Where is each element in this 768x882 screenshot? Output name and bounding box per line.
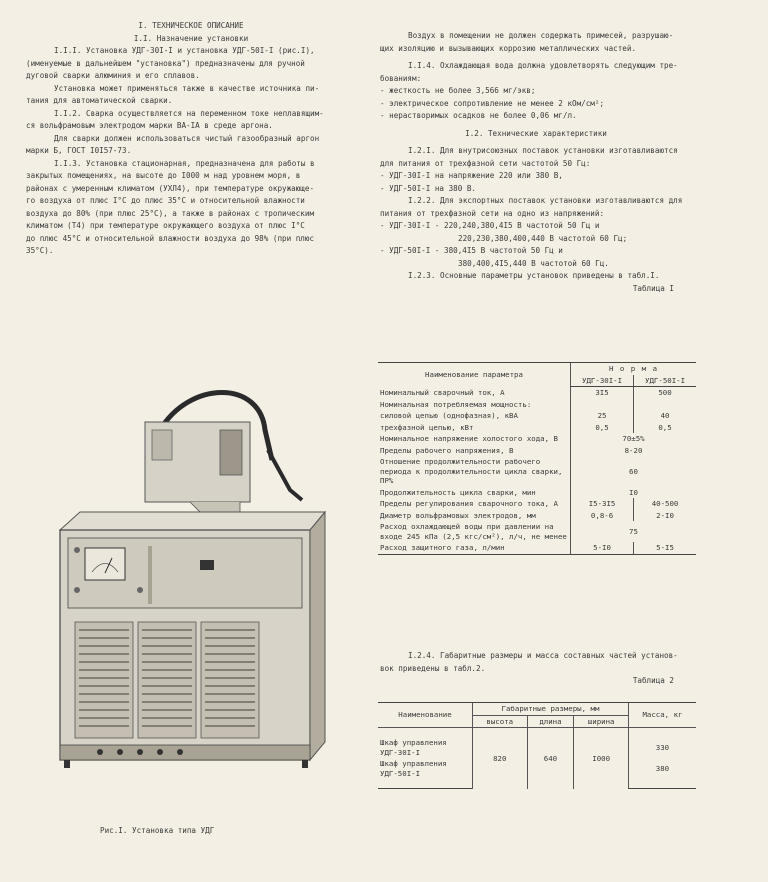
text-line: го воздуха от плюс I°С до плюс 35°С и относительной влажности (26, 196, 305, 205)
table1-caption: Таблица I (632, 283, 674, 293)
row-value: 380 (628, 758, 696, 789)
text-line: 220,230,380,400,440 В частотой 60 Гц; (458, 233, 628, 243)
row-value: 500 (634, 387, 696, 399)
text-line: 380,400,4I5,440 В частотой 60 Гц. (458, 258, 609, 268)
table-row (378, 728, 696, 759)
row-value: I0 (571, 487, 697, 499)
row-name: Шкаф управления УДГ-30I-I (380, 738, 447, 757)
text-line: ся вольфрамовым электродом марки ВА-IА в среде аргона. (26, 121, 273, 130)
row-name: трехфазной цепью, кВт (380, 422, 474, 432)
table2-header-dims: Габаритные размеры, мм (473, 703, 629, 716)
cabinet-top (60, 512, 325, 530)
row-value: 640 (527, 728, 574, 789)
row-value: 40 (634, 410, 696, 422)
table-row (378, 399, 696, 411)
figure-caption: Рис.I. Установка типа УДГ (100, 826, 215, 835)
table-row (378, 542, 696, 554)
text-line: районах с умеренным климатом (УХЛ4), при температуре окружающе- (26, 183, 315, 193)
table-row (378, 387, 696, 399)
table2-caption: Таблица 2 (632, 676, 674, 685)
table2-header-name: Наименование (378, 703, 473, 728)
text-line: бованиям: (380, 73, 422, 83)
text-line: - УДГ-50I-I - 380,4I5 В частотой 50 Гц и (380, 246, 563, 255)
row-name: Расход защитного газа, л/мин (378, 542, 571, 554)
text-line: - УДГ-30I-I на напряжение 220 или 380 В, (380, 171, 563, 180)
text-line: (именуемые в дальнейшем "установка") предназначены для ручной (26, 58, 305, 68)
table-row (378, 498, 696, 510)
text-line: - УДГ-30I-I - 220,240,380,4I5 В частотой 50 Гц и (380, 221, 600, 230)
section-title: I. ТЕХНИЧЕСКОЕ ОПИСАНИЕ (138, 21, 244, 30)
row-value: 330 (628, 728, 696, 759)
row-name: Пределы рабочего напряжения, В (380, 445, 514, 455)
text-line: до плюс 45°С и относительной влажности воздуха до 98% (при плюс (26, 233, 315, 243)
text-line: I.2.2. Для экспортных поставок установки изготавливаются для (408, 196, 683, 205)
text-line: - нерастворимых осадков не более 0,06 мг/л. (380, 111, 577, 120)
table2-header-length: длина (527, 715, 574, 728)
subsection-title: I.I. Назначение установки (133, 33, 249, 43)
row-value: 5-I5 (634, 542, 696, 554)
text-line: I.2.I. Для внутрисоюзных поставок установки изготавливаются (408, 146, 678, 155)
text-line: тания для автоматической сварки. (26, 96, 173, 105)
table-row (378, 456, 696, 487)
table-row (378, 422, 696, 434)
text-line: для питания от трехфазной сети частотой 50 Гц: (380, 158, 591, 168)
right-column (380, 30, 692, 295)
text-line: I.2.3. Основные параметры установок приведены в табл.I. (408, 271, 660, 280)
row-name: Продолжительность цикла сварки, мин (380, 487, 536, 497)
table-row (378, 445, 696, 457)
table2-header-width: ширина (574, 715, 629, 728)
text-line: - жесткость не более 3,566 мг/экв; (380, 86, 536, 95)
table-row (378, 487, 696, 499)
cabinet-side (310, 512, 325, 760)
row-value: 3I5 (571, 387, 634, 399)
text-line: I.I.4. Охлаждающая вода должна удовлетворять следующим тре- (408, 61, 678, 70)
row-name: Шкаф управления УДГ-50I-I (378, 758, 473, 789)
table-row (378, 410, 696, 422)
text-line: климатом (Т4) при температуре окружающего воздуха от плюс I°С (26, 221, 305, 230)
row-value: 75 (571, 521, 697, 542)
text-line: дуговой сварки алюминия и его сплавов. (26, 71, 200, 80)
parameters-table (378, 362, 696, 555)
text-line: щих изоляцию и вызывающих коррозию металлических частей. (380, 43, 637, 53)
row-value: 2-I0 (634, 510, 696, 522)
table-row (378, 521, 696, 542)
section-heading: I.2. Технические характеристики (465, 128, 607, 138)
row-value: 820 (473, 728, 528, 789)
table2-header-mass: Масса, кг (628, 703, 696, 728)
table1-header-col2: УДГ-50I-I (634, 375, 696, 387)
row-value: I000 (574, 728, 629, 789)
row-value: 5-I0 (571, 542, 634, 554)
dimensions-table (378, 702, 696, 789)
welding-unit-figure (40, 390, 340, 810)
row-value: I5-3I5 (571, 498, 634, 510)
table1-header-col1: УДГ-30I-I (571, 375, 634, 387)
table2-intro (380, 650, 692, 688)
table-row (378, 510, 696, 522)
row-name: Номинальная потребляемая мощность: (380, 399, 532, 409)
text-line: - УДГ-50I-I на 380 В. (380, 183, 477, 193)
text-line: марки Б, ГОСТ I0I57-73. (26, 146, 132, 155)
table1-header-param: Наименование параметра (378, 363, 571, 387)
row-name: Пределы регулирования сварочного тока, А (380, 499, 558, 508)
vent-louvres (75, 622, 259, 738)
text-line: воздуха до 80% (при плюс 25°С), а также в районах с тропическим (26, 208, 315, 218)
row-name: Номинальное напряжение холостого хода, В (380, 434, 558, 443)
row-value: 0,5 (571, 422, 634, 434)
text-line: Установка может применяться также в качестве источника пи- (54, 83, 320, 93)
row-value: 0,8-6 (571, 510, 634, 522)
row-name: силовой цепью (однофазная), кВА (380, 411, 518, 420)
table1-header-norm: Н о р м а (571, 363, 697, 375)
row-value: 40-500 (634, 498, 696, 510)
row-value: 70±5% (571, 433, 697, 445)
power-switch (200, 560, 214, 570)
text-line: Для сварки должен использоваться чистый газообразный аргон (54, 133, 320, 143)
row-value (571, 399, 634, 411)
row-value (634, 399, 696, 411)
table2-header-height: высота (473, 715, 528, 728)
row-name: Номинальный сварочный ток, А (380, 387, 505, 397)
text-line: I.2.4. Габаритные размеры и масса составных частей установ- (408, 651, 678, 660)
welding-torch (268, 450, 302, 500)
text-line: 35°С). (26, 246, 54, 255)
text-line: - электрическое сопротивление не менее 2 кОм/см²; (380, 98, 605, 108)
table-row (378, 433, 696, 445)
row-value: 0,5 (634, 422, 696, 434)
text-line: I.I.3. Установка стационарная, предназначена для работы в (54, 158, 315, 168)
text-line: I.I.2. Сварка осуществляется на переменном токе неплавящим- (54, 108, 324, 118)
text-line: закрытых помещениях, на высоте до I000 м над уровнем моря, в (26, 171, 301, 180)
row-name: Расход охлаждающей воды при давлении на входе 245 кПа (2,5 кгс/см²), л/ч, не менее (380, 522, 567, 541)
row-name: Диаметр вольфрамовых электродов, мм (380, 510, 536, 520)
text-line: вок приведены в табл.2. (380, 663, 486, 673)
ammeter-gauge (85, 548, 125, 580)
text-line: Воздух в помещении не должен содержать примесей, разрушаю- (408, 31, 674, 40)
text-line: питания от трехфазной сети на одно из напряжений: (380, 208, 605, 218)
text-line: I.I.I. Установка УДГ-30I-I и установка УДГ-50I-I (рис.I), (54, 46, 315, 55)
row-name: Отношение продолжительности рабочего периода к продолжительности цикла сварки, ПР% (380, 457, 563, 485)
row-value: 8-20 (571, 445, 697, 457)
row-value: 25 (571, 410, 634, 422)
left-column (26, 20, 356, 258)
row-value: 60 (571, 456, 697, 487)
